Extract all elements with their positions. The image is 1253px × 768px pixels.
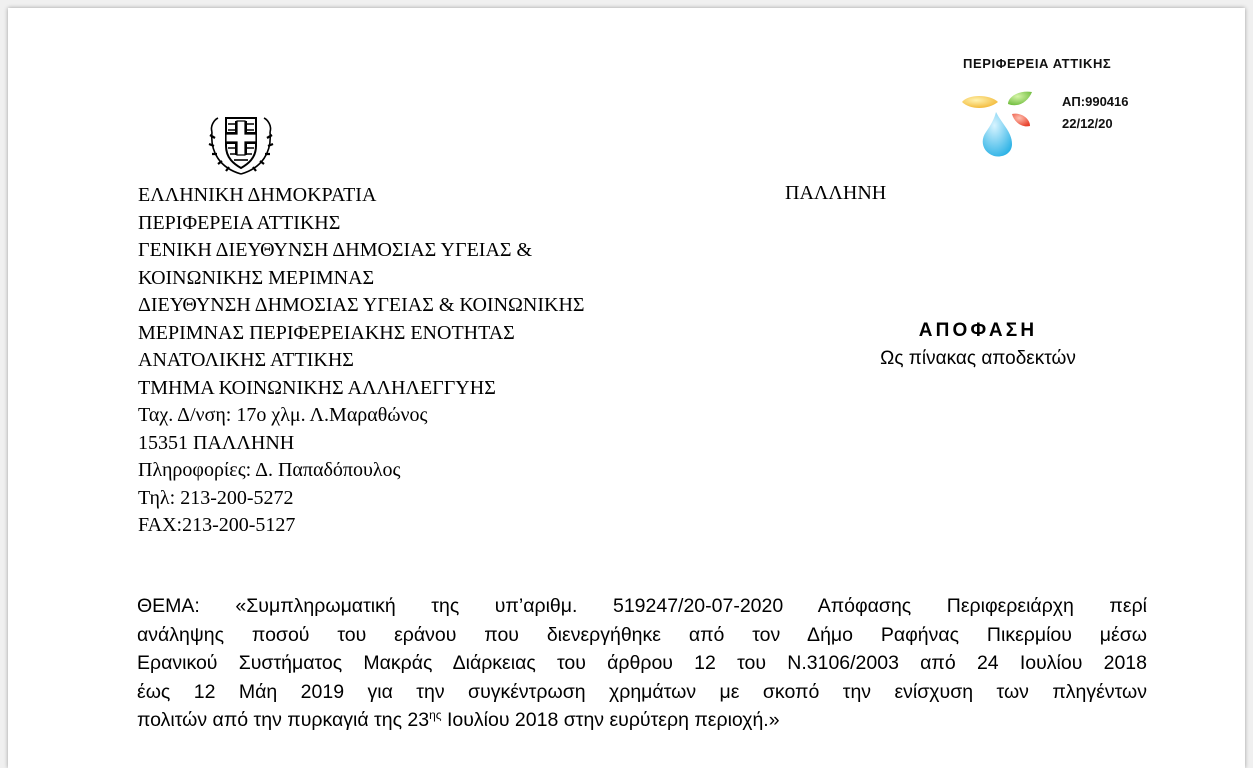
decision-title: ΑΠΟΦΑΣΗ: [918, 320, 1038, 341]
region-name: ΠΕΡΙΦΕΡΕΙΑ ΑΤΤΙΚΗΣ: [963, 56, 1112, 71]
subject-text: πολιτών από την πυρκαγιά της 23: [137, 709, 430, 731]
sender-line: ΚΟΙΝΩΝΙΚΗΣ ΜΕΡΙΜΝΑΣ: [138, 266, 375, 289]
subject-line: έως 12 Μάη 2019 για την συγκέντρωση χρημάτων με σκοπό την ενίσχυση των πληγέντων: [137, 680, 1147, 703]
subject-line-last: [137, 706, 1147, 735]
city: ΠΑΛΛΗΝΗ: [785, 182, 887, 204]
sender-line: ΠΕΡΙΦΕΡΕΙΑ ΑΤΤΙΚΗΣ: [138, 211, 341, 234]
sender-line: Πληροφορίες: Δ. Παπαδόπουλος: [138, 459, 401, 481]
subject-line: Ερανικού Συστήματος Μακράς Διάρκειας του άρθρου 12 του Ν.3106/2003 από 24 Ιουλίου 2018: [137, 652, 1147, 674]
sender-line: ΤΜΗΜΑ ΚΟΙΝΩΝΙΚΗΣ ΑΛΛΗΛΕΓΓΥΗΣ: [138, 376, 496, 399]
sender-line: 15351 ΠΑΛΛΗΝΗ: [138, 431, 295, 454]
sender-line: FAX:213-200-5127: [138, 514, 296, 536]
sender-line: ΜΕΡΙΜΝΑΣ ΠΕΡΙΦΕΡΕΙΑΚΗΣ ΕΝΟΤΗΤΑΣ: [138, 321, 515, 344]
subject-paragraph: [137, 592, 1147, 735]
sender-line: ΑΝΑΤΟΛΙΚΗΣ ΑΤΤΙΚΗΣ: [138, 349, 354, 371]
document-page: [8, 8, 1245, 768]
sender-line: ΔΙΕΥΘΥΝΣΗ ΔΗΜΟΣΙΑΣ ΥΓΕΙΑΣ & ΚΟΙΝΩΝΙΚΗΣ: [138, 294, 585, 316]
subject-text: Ιουλίου 2018 στην ευρύτερη περιοχή.»: [441, 709, 780, 731]
sender-line: ΓΕΝΙΚΗ ΔΙΕΥΘΥΝΣΗ ΔΗΜΟΣΙΑΣ ΥΓΕΙΑΣ &: [138, 239, 533, 261]
sender-line: ΕΛΛΗΝΙΚΗ ΔΗΜΟΚΡΑΤΙΑ: [138, 184, 377, 206]
subject-line: ανάληψης ποσού του εράνου που διενεργήθηκε από τον Δήμο Ραφήνας Πικερμίου μέσω: [137, 623, 1147, 646]
attica-region-droplets-logo-icon: [958, 88, 1038, 160]
ordinal-suffix: ης: [429, 708, 442, 722]
decision-recipients: Ως πίνακας αποδεκτών: [880, 348, 1076, 369]
protocol-number: ΑΠ:990416: [1062, 94, 1129, 109]
subject-line: ΘΕΜΑ: «Συμπληρωματική της υπ’αριθμ. 519247/20-07-2020 Απόφασης Περιφερειάρχη περί: [137, 595, 1147, 617]
sender-line: Τηλ: 213-200-5272: [138, 486, 294, 509]
sender-line: Ταχ. Δ/νση: 17ο χλμ. Λ.Μαραθώνος: [138, 404, 428, 426]
protocol-date: 22/12/20: [1062, 116, 1113, 131]
sender-block: [138, 182, 585, 540]
hellenic-republic-coat-of-arms-icon: [206, 108, 276, 178]
